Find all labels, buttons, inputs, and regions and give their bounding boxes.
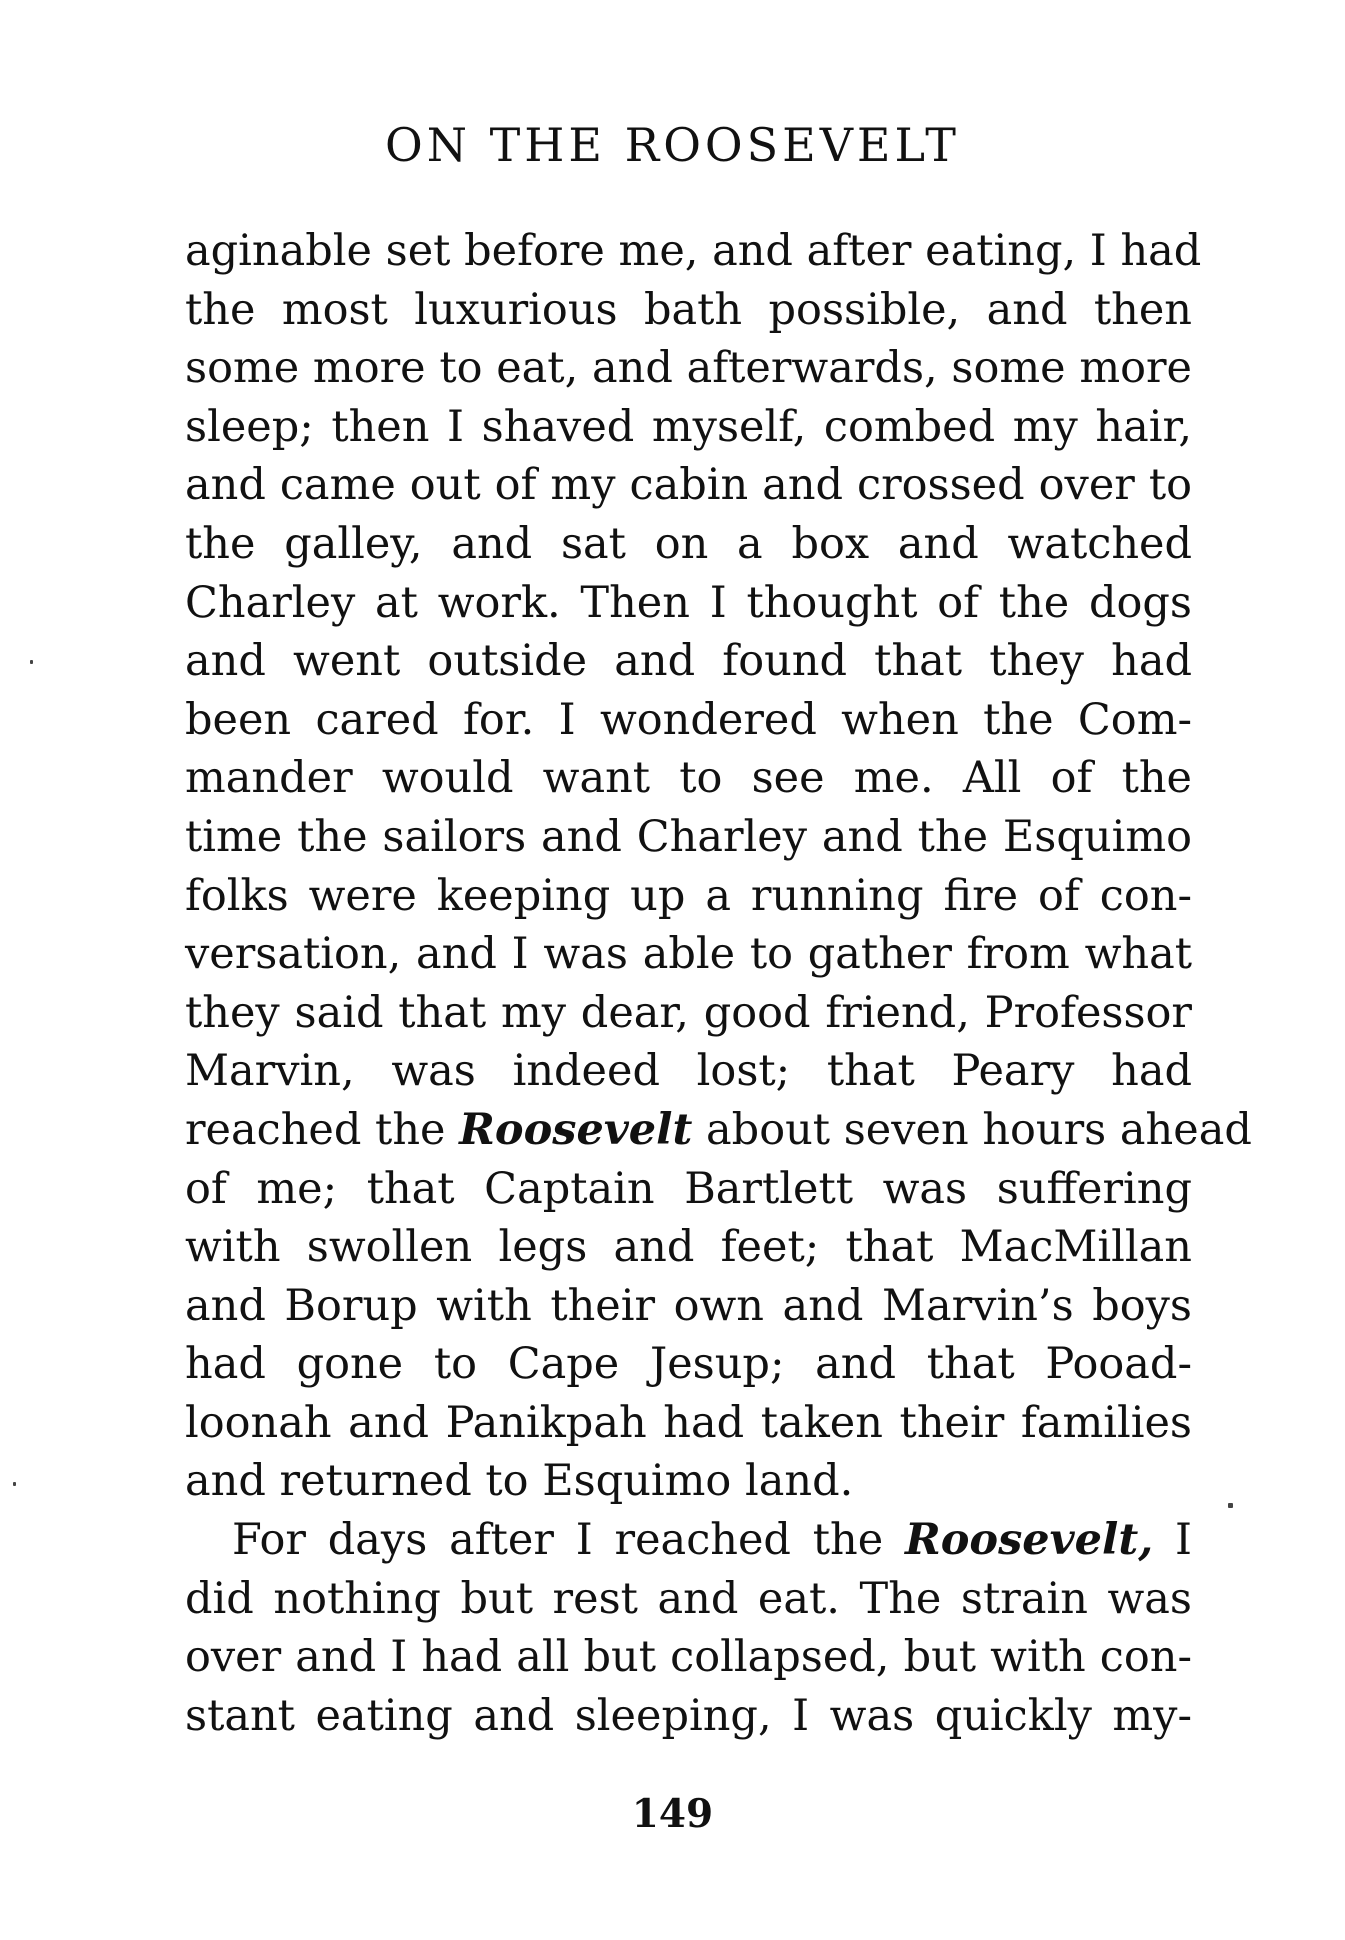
body-text (185, 222, 1252, 1745)
text-line: had gone to Cape Jesup; and that Pooad- (185, 1339, 1192, 1390)
text-line: versation, and I was able to gather from what (185, 929, 1192, 980)
text-line: time the sailors and Charley and the Esquimo (185, 811, 1192, 862)
text-line: stant eating and sleeping, I was quickly my- (185, 1690, 1192, 1741)
text-line: they said that my dear, good friend, Professor (185, 987, 1192, 1038)
text-line: sleep; then I shaved myself, combed my hair, (185, 401, 1192, 452)
text-line: Marvin, was indeed lost; that Peary had (185, 1046, 1192, 1097)
text-line: loonah and Panikpah had taken their families (185, 1397, 1192, 1448)
text-line: aginable set before me, and after eating, I had (185, 226, 1202, 276)
scan-speck (13, 1482, 16, 1486)
line-text-before: For days after I reached the (232, 1515, 905, 1566)
text-line: folks were keeping up a running fire of con- (185, 870, 1192, 921)
text-line: did nothing but rest and eat. The strain was (185, 1573, 1192, 1624)
text-line: been cared for. I wondered when the Com- (185, 694, 1192, 745)
text-line: and came out of my cabin and crossed over to (185, 460, 1192, 511)
text-line (185, 1101, 1252, 1160)
text-line: with swollen legs and feet; that MacMillan (185, 1222, 1192, 1273)
text-line: over and I had all but collapsed, but with con- (185, 1632, 1192, 1683)
text-line: and Borup with their own and Marvin’s boys (185, 1280, 1192, 1331)
line-text-after: about seven hours ahead (692, 1104, 1252, 1155)
scan-speck (30, 660, 33, 664)
scan-speck (1228, 1503, 1233, 1508)
paragraph-1 (185, 222, 1252, 1511)
text-line: the most luxurious bath possible, and then (185, 284, 1192, 335)
page-number: 149 (631, 1791, 714, 1837)
text-line: mander would want to see me. All of the (185, 753, 1192, 804)
ship-name-italic: Roosevelt (459, 1104, 693, 1155)
ship-name-italic: Roosevelt, (905, 1515, 1154, 1566)
text-line: some more to eat, and afterwards, some more (185, 343, 1192, 394)
text-line: Charley at work. Then I thought of the dogs (185, 577, 1192, 628)
text-line: of me; that Captain Bartlett was suffering (185, 1163, 1192, 1214)
text-line: and went outside and found that they had (185, 636, 1192, 687)
text-line (185, 1511, 1192, 1570)
text-line: and returned to Esquimo land. (185, 1456, 854, 1507)
line-text-before: reached the (185, 1104, 460, 1155)
text-line: the galley, and sat on a box and watched (185, 518, 1192, 569)
line-text-after: I (1153, 1515, 1192, 1566)
paragraph-2 (185, 1511, 1192, 1745)
running-head: ON THE ROOSEVELT (384, 118, 960, 172)
